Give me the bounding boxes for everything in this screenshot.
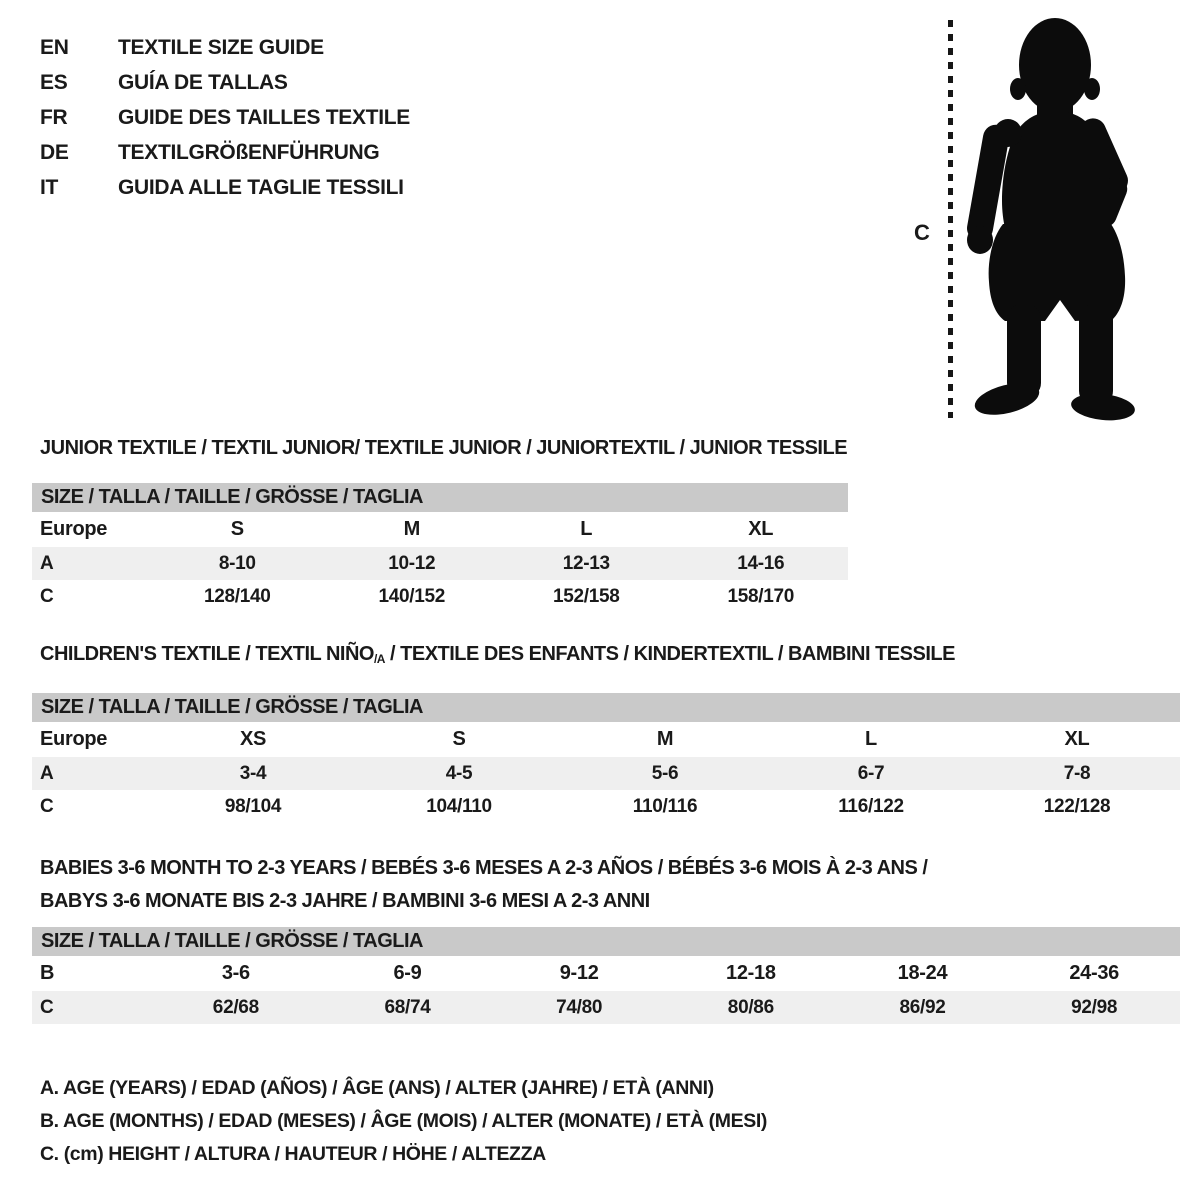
children-heading-part2: / TEXTILE DES ENFANTS / KINDERTEXTIL / BAMBINI TESSILE [384, 643, 955, 665]
table-row-age-years [32, 547, 848, 580]
height-cell: 74/80 [556, 996, 603, 1018]
table-row-age-years [32, 757, 1180, 790]
height-cell: 158/170 [727, 585, 795, 607]
babies-heading-line1: BABIES 3-6 MONTH TO 2-3 YEARS / BEBÉS 3-6 MESES A 2-3 AÑOS / BÉBÉS 3-6 MOIS À 2-3 ANS / [40, 857, 928, 879]
age-cell: 3-6 [221, 962, 250, 984]
language-row-it [40, 170, 410, 205]
language-code: ES [40, 70, 68, 94]
age-cell: 7-8 [1063, 762, 1091, 784]
language-row-es [40, 65, 410, 100]
age-cell: 14-16 [737, 552, 785, 574]
table-row-height-cm [32, 580, 848, 613]
language-row-fr [40, 100, 410, 135]
language-row-de [40, 135, 410, 170]
size-cell: XL [1064, 728, 1090, 750]
row-label: C [40, 996, 54, 1018]
height-cell: 116/122 [838, 795, 904, 817]
age-cell: 8-10 [218, 552, 256, 574]
height-cell: 152/158 [552, 585, 620, 607]
height-cell: 62/68 [212, 996, 259, 1018]
legend-line-c: C. (cm) HEIGHT / ALTURA / HAUTEUR / HÖHE / ALTEZZA [40, 1143, 546, 1165]
row-label: A [40, 552, 54, 574]
height-cell: 98/104 [224, 795, 282, 817]
table-row-europe [32, 512, 848, 547]
row-label: A [40, 762, 54, 784]
junior-textile-section [32, 437, 848, 613]
language-code: EN [40, 35, 69, 59]
guide-title-fr: GUIDE DES TAILLES TEXTILE [118, 105, 410, 129]
age-cell: 4-5 [445, 762, 473, 784]
size-cell: XS [239, 728, 267, 750]
babies-textile-section [32, 852, 1180, 1024]
guide-title-it: GUIDA ALLE TAGLIE TESSILI [118, 175, 404, 199]
age-cell: 12-18 [726, 962, 776, 984]
size-cell: S [452, 728, 466, 750]
age-cell: 18-24 [897, 962, 948, 984]
toddler-silhouette-icon [963, 16, 1138, 421]
size-cell: M [656, 728, 674, 750]
size-cell: L [865, 728, 877, 750]
row-label: C [40, 795, 54, 817]
age-cell: 10-12 [388, 552, 436, 574]
height-cell: 92/98 [1071, 996, 1118, 1018]
size-table-header: SIZE / TALLA / TAILLE / GRÖSSE / TAGLIA [32, 927, 1180, 956]
language-title-list [40, 30, 410, 205]
size-cell: S [230, 518, 244, 540]
height-cell: 80/86 [727, 996, 774, 1018]
babies-section-heading [32, 852, 1180, 918]
height-cell: 110/116 [632, 795, 698, 817]
babies-heading-line2: BABYS 3-6 MONATE BIS 2-3 JAHRE / BAMBINI 3-6 MESI A 2-3 ANNI [40, 890, 650, 912]
guide-title-en: TEXTILE SIZE GUIDE [118, 35, 324, 59]
row-label: B [40, 962, 55, 984]
size-cell: XL [748, 518, 774, 540]
language-code: IT [40, 175, 59, 199]
height-cell: 68/74 [384, 996, 431, 1018]
row-label: C [40, 585, 54, 607]
height-cell: 122/128 [1043, 795, 1111, 817]
size-table-header: SIZE / TALLA / TAILLE / GRÖSSE / TAGLIA [32, 693, 1180, 722]
age-cell: 24-36 [1069, 962, 1119, 984]
size-cell: M [403, 518, 420, 540]
table-row-height-cm [32, 790, 1180, 823]
age-cell: 12-13 [562, 552, 610, 574]
row-label: Europe [40, 518, 108, 540]
age-cell: 3-4 [239, 762, 267, 784]
junior-section-heading: JUNIOR TEXTILE / TEXTIL JUNIOR/ TEXTILE JUNIOR / JUNIORTEXTIL / JUNIOR TESSILE [40, 437, 848, 459]
language-code: DE [40, 140, 69, 164]
row-label: Europe [40, 728, 108, 750]
height-cell: 140/152 [378, 585, 446, 607]
guide-title-es: GUÍA DE TALLAS [118, 70, 288, 94]
children-heading-sub: /A [373, 652, 385, 666]
age-cell: 6-7 [857, 762, 885, 784]
age-cell: 9-12 [559, 962, 599, 984]
table-row-height-cm [32, 991, 1180, 1024]
table-row-europe [32, 722, 1180, 757]
age-cell: 5-6 [651, 762, 679, 784]
legend-line-b: B. AGE (MONTHS) / EDAD (MESES) / ÂGE (MOIS) / ALTER (MONATE) / ETÀ (MESI) [40, 1110, 767, 1132]
children-heading-part1: CHILDREN'S TEXTILE / TEXTIL NIÑO [40, 643, 374, 665]
language-row-en [40, 30, 410, 65]
height-cell: 104/110 [426, 795, 492, 817]
legend-line-a: A. AGE (YEARS) / EDAD (AÑOS) / ÂGE (ANS) / ALTER (JAHRE) / ETÀ (ANNI) [40, 1077, 714, 1099]
children-textile-section [32, 643, 1180, 823]
guide-title-de: TEXTILGRÖßENFÜHRUNG [118, 140, 380, 164]
measurement-legend [40, 1072, 767, 1171]
height-measure-dashed-line [948, 20, 953, 418]
height-measure-label: C [914, 220, 930, 245]
height-cell: 128/140 [203, 585, 271, 607]
size-table-header: SIZE / TALLA / TAILLE / GRÖSSE / TAGLIA [32, 483, 848, 512]
height-cell: 86/92 [899, 996, 946, 1018]
children-section-heading [32, 643, 1180, 670]
age-cell: 6-9 [393, 962, 422, 984]
table-row-age-months [32, 956, 1180, 991]
size-cell: L [580, 518, 593, 540]
language-code: FR [40, 105, 68, 129]
